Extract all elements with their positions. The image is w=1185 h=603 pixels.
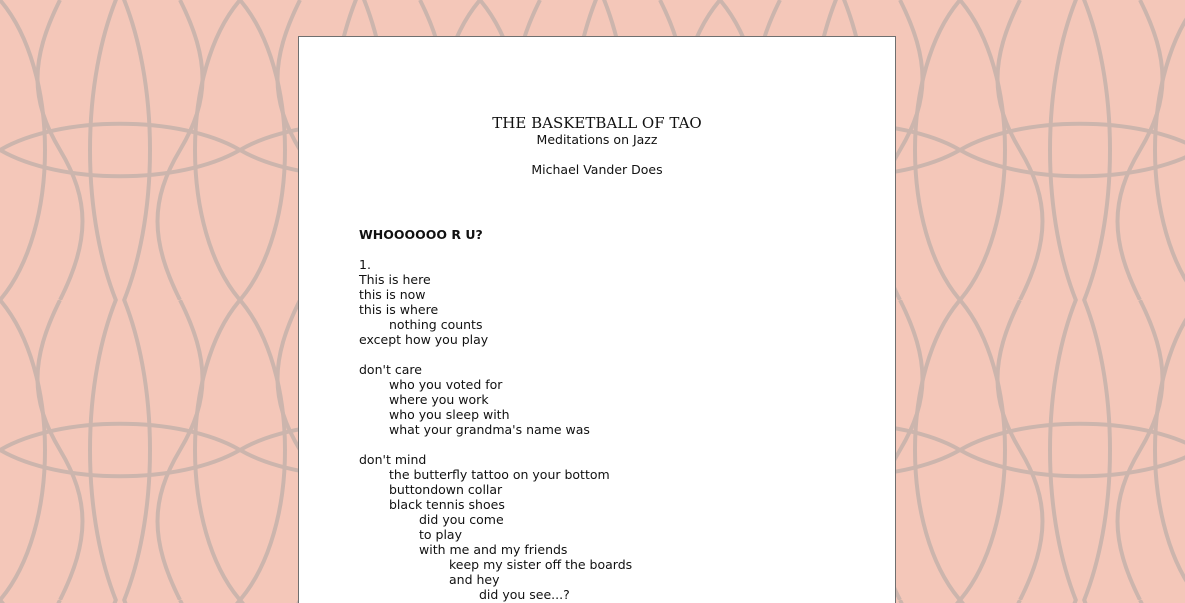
poem-line: this is where [359,302,439,317]
document-author: Michael Vander Does [531,162,663,177]
poem-line: black tennis shoes [389,497,505,512]
poem-line: except how you play [359,332,489,347]
section-heading: WHOOOOOO R U? [359,227,483,242]
document-title: THE BASKETBALL OF TAO [492,114,702,132]
poem-line: did you come [419,512,504,527]
poem-line: where you work [389,392,489,407]
poem-line: 1. [359,257,371,272]
poem-line: don't mind [359,452,427,467]
document-subtitle: Meditations on Jazz [536,132,658,147]
poem-line: to play [419,527,462,542]
document-header [299,114,895,178]
poem-line: the butterfly tattoo on your bottom [389,467,610,482]
poem-body [359,257,632,602]
poem-line: what your grandma's name was [389,422,590,437]
poem-line: with me and my friends [419,542,568,557]
poem-line: keep my sister off the boards [449,557,633,572]
poem-line: and hey [449,572,500,587]
poem-line [359,437,632,452]
poem-line: this is now [359,287,426,302]
poem-line: This is here [359,272,431,287]
poem-line: did you see...? [479,587,570,602]
poem-line: buttondown collar [389,482,503,497]
document-page [298,36,896,603]
poem-line: who you sleep with [389,407,510,422]
poem-line: nothing counts [389,317,483,332]
poem-line [359,347,632,362]
poem-line: don't care [359,362,422,377]
poem-line: who you voted for [389,377,503,392]
